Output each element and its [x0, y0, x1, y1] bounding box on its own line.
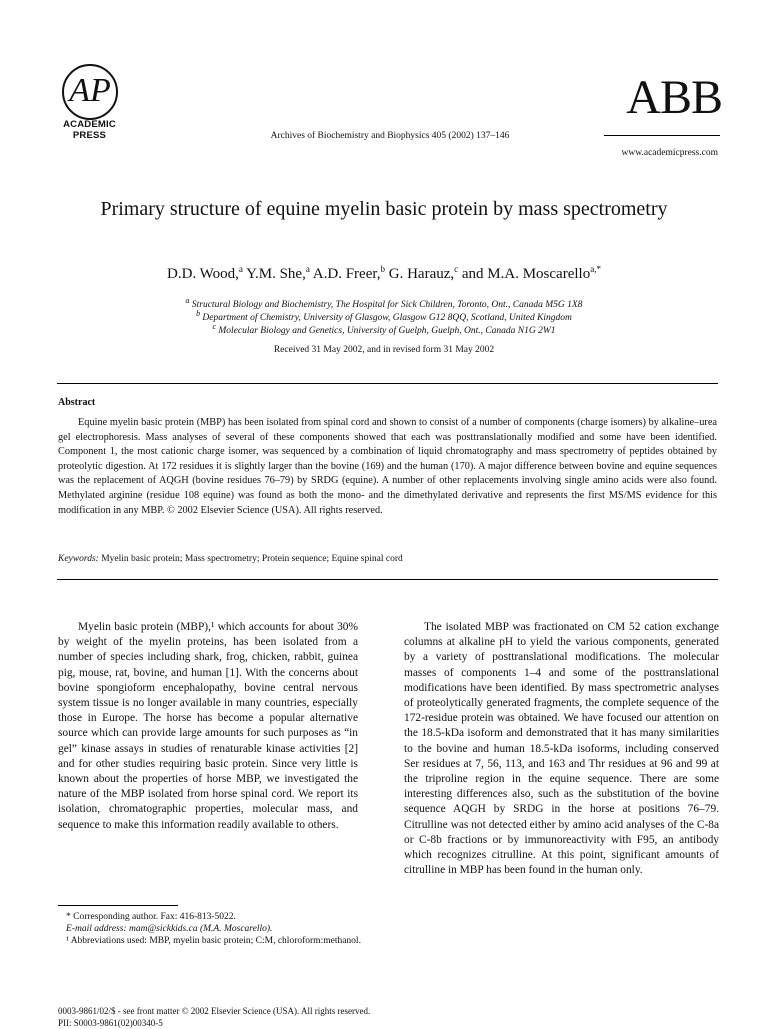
affiliation-text: Structural Biology and Biochemistry, The Hospital for Sick Children, Toronto, Ont., Canada M5G 1X8 [192, 300, 583, 310]
keywords-label: Keywords: [58, 554, 99, 564]
author-name: G. Harauz, [389, 266, 454, 282]
author-list [60, 264, 708, 283]
author-sup: a,* [590, 264, 601, 274]
author-sup: a [239, 264, 243, 274]
keywords [58, 554, 717, 564]
journal-citation: Archives of Biochemistry and Biophysics 405 (2002) 137–146 [200, 131, 580, 141]
issn-line: 0003-9861/02/$ - see front matter © 2002 Elsevier Science (USA). All rights reserved. [58, 1006, 718, 1018]
abstract-bottom-rule [57, 579, 718, 580]
footnote-email: E-mail address: mam@sickkids.ca (M.A. Moscarello). [58, 923, 376, 935]
publisher-name-line1: ACADEMIC [52, 119, 127, 130]
journal-logo: ABB [612, 70, 722, 126]
publisher-url[interactable]: www.academicpress.com [560, 148, 718, 158]
received-dates: Received 31 May 2002, and in revised form 31 May 2002 [60, 345, 708, 355]
publisher-logo-name [52, 119, 127, 141]
footnote-abbreviations: ¹ Abbreviations used: MBP, myelin basic protein; C:M, chloroform:methanol. [58, 935, 376, 947]
affiliation-sup: b [196, 309, 200, 318]
author-sup: c [454, 264, 458, 274]
body-paragraph: The isolated MBP was fractionated on CM 52 cation exchange columns at alkaline pH to yield the various components, generated by a variety of posttranslational modifications. The molecular masses of components 1–4 and some of the posttranslational modifications have been identified. By mass spectrometric analyses of proteolytically generated fragments, the complete sequence of the 172-residue protein was obtained. We have focused our attention on the 18.5-kDa isoform and demonstrated that it has many similarities to the bovine and human 18.5-kDa isoforms, including conserved Ser residues at 7, 56, 113, and 163 and Thr residues at 96 and 99 at the triproline region in the equine sequence. There are some interesting differences also, such as the substitution of the bovine sequence AQGH by SRDG in the horse at positions 76–79. Citrulline was not detected either by amino acid analyses of the C-8a or C-8b fractions or by immunoreactivity with F95, an antibody which recognizes citrulline. At this point, significant amounts of citrulline in MBP has been found in the human only. [404, 620, 719, 878]
affiliation-text: Molecular Biology and Genetics, University of Guelph, Guelph, Ont., Canada N1G 2W1 [218, 326, 555, 336]
affiliation-text: Department of Chemistry, University of Glasgow, Glasgow G12 8QQ, Scotland, United Kingdom [202, 313, 572, 323]
article-title: Primary structure of equine myelin basic protein by mass spectrometry [60, 196, 708, 223]
footnote-rule [58, 905, 178, 906]
author-name: D.D. Wood, [167, 266, 239, 282]
author-name: and M.A. Moscarello [462, 266, 590, 282]
author-sup: b [381, 264, 386, 274]
abstract-heading: Abstract [58, 397, 95, 408]
footnotes [58, 911, 376, 948]
body-column-left [58, 620, 358, 833]
front-matter-line [58, 1006, 718, 1029]
pii-line: PII: S0003-9861(02)00340-5 [58, 1018, 718, 1029]
affiliation-sup: a [186, 296, 190, 305]
body-paragraph: Myelin basic protein (MBP),¹ which accounts for about 30% by weight of the myelin proteins, has been isolated from a number of species including shark, frog, chicken, rabbit, guinea pig, mouse, rat, bovine, and human [1]. With the concerns about bovine spongioform encephalopathy, bovine central nervous system tissue is no longer available in many countries, especially those in Europe. The horse has become a popular alternative source which can provide large amounts for such purposes as “in gel” kinase assays in studies of renaturable kinase activities [2] and for other studies requiring basic protein. Since very little is known about the properties of horse MBP, we investigated the nature of the MBP isolated from horse spinal cord. We report its isolation, chromatographic properties, molecular mass, and sequence to make this information readily available to others. [58, 620, 358, 833]
body-column-right [404, 620, 719, 878]
footnote-corresponding: * Corresponding author. Fax: 416-813-5022. [58, 911, 376, 923]
abstract-text: Equine myelin basic protein (MBP) has been isolated from spinal cord and shown to consist of a number of components (charge isomers) by alkaline–urea gel electrophoresis. Mass analyses of several of these components showed that each was posttranslationally modified and some have been identified. Component 1, the most cationic charge isomer, was sequenced by a combination of liquid chromatography and mass spectrometry of peptides obtained by proteolytic digestion. At 172 residues it is slightly larger than the bovine (169) and the human (170). A major difference between bovine and equine sequences was the replacement of AQGH (bovine residues 76–79) by SRDG (equine). A number of other replacements involving single amino acids were also found. Methylated arginine (residue 108 equine) was found as both the mono- and the dimethylated derivative and represents the first MS/MS evidence for this modification in any MBP. © 2002 Elsevier Science (USA). All rights reserved. [58, 416, 717, 518]
publisher-logo-initials: AP [64, 66, 116, 118]
affiliation-c [60, 321, 708, 337]
author-sup: a [306, 264, 310, 274]
keywords-text: Myelin basic protein; Mass spectrometry; Protein sequence; Equine spinal cord [101, 554, 403, 564]
author-name: Y.M. She, [246, 266, 306, 282]
journal-logo-rule [604, 135, 720, 136]
abstract-top-rule [57, 383, 718, 384]
affiliation-sup: c [212, 322, 216, 331]
publisher-name-line2: PRESS [52, 130, 127, 141]
author-name: A.D. Freer, [313, 266, 381, 282]
